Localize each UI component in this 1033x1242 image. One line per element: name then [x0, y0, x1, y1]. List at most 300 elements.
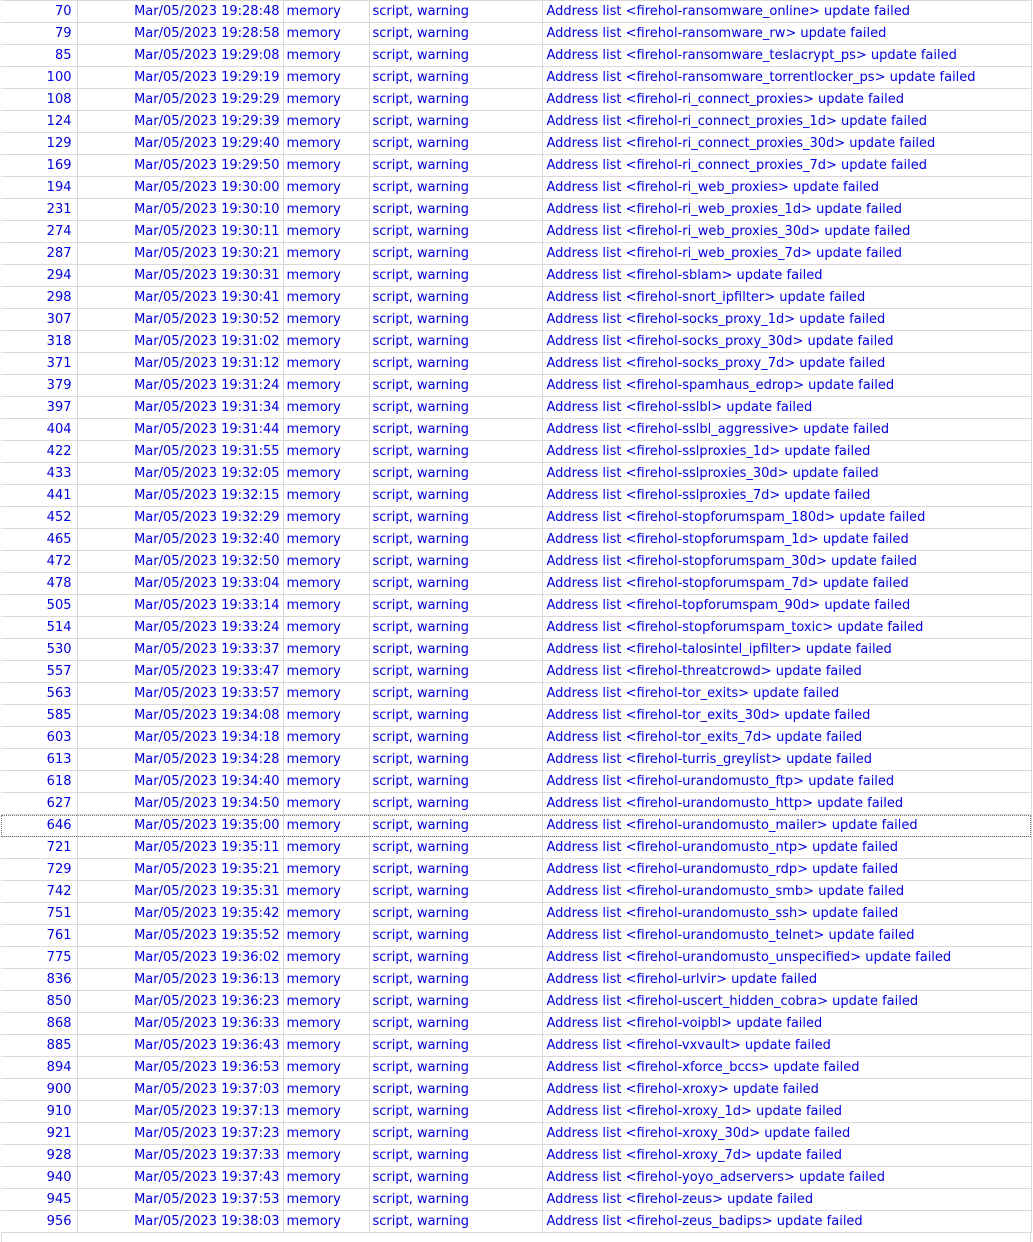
- log-buffer-cell: memory: [283, 419, 369, 441]
- log-buffer-cell: memory: [283, 1123, 369, 1145]
- log-buffer-cell: memory: [283, 705, 369, 727]
- log-row[interactable]: [1, 551, 1031, 573]
- log-id-cell: 868: [1, 1013, 77, 1035]
- log-time-cell: Mar/05/2023 19:36:33: [77, 1013, 283, 1035]
- log-buffer-cell: memory: [283, 793, 369, 815]
- log-id-cell: 452: [1, 507, 77, 529]
- log-id-cell: 751: [1, 903, 77, 925]
- log-row[interactable]: [1, 199, 1031, 221]
- log-buffer-cell: memory: [283, 1211, 369, 1233]
- log-buffer-cell: memory: [283, 155, 369, 177]
- log-id-cell: 478: [1, 573, 77, 595]
- log-message-cell: Address list <firehol-urandomusto_ntp> update failed: [542, 837, 1031, 859]
- log-message-cell: Address list <firehol-urandomusto_smb> update failed: [542, 881, 1031, 903]
- log-row[interactable]: [1, 771, 1031, 793]
- log-message-cell: Address list <firehol-xroxy_30d> update failed: [542, 1123, 1031, 1145]
- log-message-cell: Address list <firehol-sblam> update failed: [542, 265, 1031, 287]
- log-id-cell: 274: [1, 221, 77, 243]
- log-buffer-cell: memory: [283, 23, 369, 45]
- log-row[interactable]: [1, 45, 1031, 67]
- log-message-cell: Address list <firehol-stopforumspam_toxic> update failed: [542, 617, 1031, 639]
- log-buffer-cell: memory: [283, 1167, 369, 1189]
- log-topics-cell: script, warning: [369, 947, 542, 969]
- log-message-cell: Address list <firehol-voipbl> update failed: [542, 1013, 1031, 1035]
- log-id-cell: 603: [1, 727, 77, 749]
- log-id-cell: 108: [1, 89, 77, 111]
- log-message-cell: Address list <firehol-ri_connect_proxies> update failed: [542, 89, 1031, 111]
- log-time-cell: Mar/05/2023 19:30:21: [77, 243, 283, 265]
- log-topics-cell: script, warning: [369, 507, 542, 529]
- log-message-cell: Address list <firehol-socks_proxy_1d> update failed: [542, 309, 1031, 331]
- log-id-cell: 294: [1, 265, 77, 287]
- log-time-cell: Mar/05/2023 19:35:42: [77, 903, 283, 925]
- log-buffer-cell: memory: [283, 45, 369, 67]
- log-id-cell: 505: [1, 595, 77, 617]
- log-row[interactable]: [1, 617, 1031, 639]
- log-time-cell: Mar/05/2023 19:34:50: [77, 793, 283, 815]
- log-row[interactable]: [1, 573, 1031, 595]
- log-time-cell: Mar/05/2023 19:30:52: [77, 309, 283, 331]
- log-row[interactable]: [1, 23, 1031, 45]
- log-id-cell: 169: [1, 155, 77, 177]
- log-message-cell: Address list <firehol-tor_exits> update failed: [542, 683, 1031, 705]
- log-buffer-cell: memory: [283, 661, 369, 683]
- log-time-cell: Mar/05/2023 19:29:50: [77, 155, 283, 177]
- log-buffer-cell: memory: [283, 375, 369, 397]
- log-topics-cell: script, warning: [369, 221, 542, 243]
- log-time-cell: Mar/05/2023 19:33:24: [77, 617, 283, 639]
- log-id-cell: 956: [1, 1211, 77, 1233]
- log-buffer-cell: memory: [283, 265, 369, 287]
- log-topics-cell: script, warning: [369, 155, 542, 177]
- log-buffer-cell: memory: [283, 859, 369, 881]
- log-buffer-cell: memory: [283, 1079, 369, 1101]
- log-topics-cell: script, warning: [369, 705, 542, 727]
- log-id-cell: 465: [1, 529, 77, 551]
- log-row[interactable]: [1, 705, 1031, 727]
- log-topics-cell: script, warning: [369, 67, 542, 89]
- log-buffer-cell: memory: [283, 815, 369, 837]
- log-row[interactable]: [1, 441, 1031, 463]
- log-time-cell: Mar/05/2023 19:29:39: [77, 111, 283, 133]
- log-time-cell: Mar/05/2023 19:31:12: [77, 353, 283, 375]
- log-row[interactable]: [1, 1123, 1031, 1145]
- log-time-cell: Mar/05/2023 19:34:18: [77, 727, 283, 749]
- log-time-cell: Mar/05/2023 19:29:29: [77, 89, 283, 111]
- log-topics-cell: script, warning: [369, 529, 542, 551]
- log-time-cell: Mar/05/2023 19:34:08: [77, 705, 283, 727]
- log-topics-cell: script, warning: [369, 375, 542, 397]
- log-time-cell: Mar/05/2023 19:35:31: [77, 881, 283, 903]
- log-topics-cell: script, warning: [369, 309, 542, 331]
- log-row[interactable]: [1, 221, 1031, 243]
- log-row[interactable]: [1, 463, 1031, 485]
- log-buffer-cell: memory: [283, 903, 369, 925]
- log-buffer-cell: memory: [283, 243, 369, 265]
- log-id-cell: 775: [1, 947, 77, 969]
- log-id-cell: 940: [1, 1167, 77, 1189]
- log-message-cell: Address list <firehol-stopforumspam_7d> update failed: [542, 573, 1031, 595]
- log-row[interactable]: [1, 529, 1031, 551]
- log-id-cell: 70: [1, 1, 77, 23]
- log-id-cell: 298: [1, 287, 77, 309]
- log-buffer-cell: memory: [283, 969, 369, 991]
- log-buffer-cell: memory: [283, 881, 369, 903]
- log-buffer-cell: memory: [283, 353, 369, 375]
- log-buffer-cell: memory: [283, 837, 369, 859]
- log-topics-cell: script, warning: [369, 331, 542, 353]
- log-row[interactable]: [1, 1167, 1031, 1189]
- log-buffer-cell: memory: [283, 1035, 369, 1057]
- log-row[interactable]: [1, 1101, 1031, 1123]
- log-buffer-cell: memory: [283, 991, 369, 1013]
- log-buffer-cell: memory: [283, 507, 369, 529]
- log-buffer-cell: memory: [283, 463, 369, 485]
- log-buffer-cell: memory: [283, 177, 369, 199]
- log-topics-cell: script, warning: [369, 133, 542, 155]
- log-row[interactable]: [1, 1, 1031, 23]
- log-time-cell: Mar/05/2023 19:30:10: [77, 199, 283, 221]
- log-time-cell: Mar/05/2023 19:36:02: [77, 947, 283, 969]
- log-topics-cell: script, warning: [369, 1167, 542, 1189]
- log-id-cell: 613: [1, 749, 77, 771]
- log-time-cell: Mar/05/2023 19:30:00: [77, 177, 283, 199]
- log-topics-cell: script, warning: [369, 199, 542, 221]
- log-row[interactable]: [1, 969, 1031, 991]
- log-message-cell: Address list <firehol-ri_web_proxies_7d> update failed: [542, 243, 1031, 265]
- log-message-cell: Address list <firehol-sslproxies_7d> update failed: [542, 485, 1031, 507]
- log-time-cell: Mar/05/2023 19:33:57: [77, 683, 283, 705]
- log-buffer-cell: memory: [283, 1145, 369, 1167]
- log-id-cell: 721: [1, 837, 77, 859]
- log-time-cell: Mar/05/2023 19:34:40: [77, 771, 283, 793]
- log-topics-cell: script, warning: [369, 111, 542, 133]
- log-row[interactable]: [1, 287, 1031, 309]
- log-topics-cell: script, warning: [369, 243, 542, 265]
- log-message-cell: Address list <firehol-stopforumspam_30d> update failed: [542, 551, 1031, 573]
- log-time-cell: Mar/05/2023 19:36:43: [77, 1035, 283, 1057]
- log-topics-cell: script, warning: [369, 771, 542, 793]
- log-buffer-cell: memory: [283, 331, 369, 353]
- log-topics-cell: script, warning: [369, 925, 542, 947]
- log-id-cell: 627: [1, 793, 77, 815]
- log-message-cell: Address list <firehol-xroxy_1d> update failed: [542, 1101, 1031, 1123]
- log-buffer-cell: memory: [283, 529, 369, 551]
- log-message-cell: Address list <firehol-sslproxies_1d> update failed: [542, 441, 1031, 463]
- log-time-cell: Mar/05/2023 19:33:04: [77, 573, 283, 595]
- log-time-cell: Mar/05/2023 19:33:47: [77, 661, 283, 683]
- log-row[interactable]: [1, 793, 1031, 815]
- log-message-cell: Address list <firehol-ri_web_proxies_30d> update failed: [542, 221, 1031, 243]
- log-id-cell: 472: [1, 551, 77, 573]
- log-id-cell: 85: [1, 45, 77, 67]
- log-id-cell: 563: [1, 683, 77, 705]
- log-row[interactable]: [1, 903, 1031, 925]
- log-id-cell: 836: [1, 969, 77, 991]
- log-message-cell: Address list <firehol-talosintel_ipfilter> update failed: [542, 639, 1031, 661]
- log-row[interactable]: [1, 683, 1031, 705]
- log-time-cell: Mar/05/2023 19:36:13: [77, 969, 283, 991]
- log-message-cell: Address list <firehol-snort_ipfilter> update failed: [542, 287, 1031, 309]
- log-message-cell: Address list <firehol-ri_connect_proxies_7d> update failed: [542, 155, 1031, 177]
- log-row[interactable]: [1, 859, 1031, 881]
- log-time-cell: Mar/05/2023 19:36:23: [77, 991, 283, 1013]
- log-message-cell: Address list <firehol-topforumspam_90d> update failed: [542, 595, 1031, 617]
- log-row[interactable]: [1, 815, 1031, 837]
- log-topics-cell: script, warning: [369, 1057, 542, 1079]
- log-row[interactable]: [1, 925, 1031, 947]
- log-message-cell: Address list <firehol-stopforumspam_1d> update failed: [542, 529, 1031, 551]
- log-table-body: [1, 1, 1031, 1233]
- log-id-cell: 100: [1, 67, 77, 89]
- log-topics-cell: script, warning: [369, 903, 542, 925]
- log-message-cell: Address list <firehol-stopforumspam_180d> update failed: [542, 507, 1031, 529]
- log-message-cell: Address list <firehol-socks_proxy_7d> update failed: [542, 353, 1031, 375]
- log-time-cell: Mar/05/2023 19:32:05: [77, 463, 283, 485]
- log-message-cell: Address list <firehol-uscert_hidden_cobra> update failed: [542, 991, 1031, 1013]
- log-topics-cell: script, warning: [369, 881, 542, 903]
- log-buffer-cell: memory: [283, 1101, 369, 1123]
- log-topics-cell: script, warning: [369, 1145, 542, 1167]
- log-buffer-cell: memory: [283, 199, 369, 221]
- log-time-cell: Mar/05/2023 19:30:11: [77, 221, 283, 243]
- log-message-cell: Address list <firehol-tor_exits_7d> update failed: [542, 727, 1031, 749]
- log-row[interactable]: [1, 749, 1031, 771]
- log-row[interactable]: [1, 991, 1031, 1013]
- log-id-cell: 618: [1, 771, 77, 793]
- log-id-cell: 761: [1, 925, 77, 947]
- log-message-cell: Address list <firehol-ransomware_teslacrypt_ps> update failed: [542, 45, 1031, 67]
- log-topics-cell: script, warning: [369, 815, 542, 837]
- log-time-cell: Mar/05/2023 19:34:28: [77, 749, 283, 771]
- log-buffer-cell: memory: [283, 89, 369, 111]
- log-id-cell: 441: [1, 485, 77, 507]
- log-buffer-cell: memory: [283, 1189, 369, 1211]
- log-topics-cell: script, warning: [369, 595, 542, 617]
- log-row[interactable]: [1, 89, 1031, 111]
- log-id-cell: 231: [1, 199, 77, 221]
- log-row[interactable]: [1, 419, 1031, 441]
- log-buffer-cell: memory: [283, 749, 369, 771]
- log-id-cell: 742: [1, 881, 77, 903]
- log-id-cell: 307: [1, 309, 77, 331]
- log-id-cell: 433: [1, 463, 77, 485]
- log-id-cell: 585: [1, 705, 77, 727]
- log-topics-cell: script, warning: [369, 859, 542, 881]
- log-message-cell: Address list <firehol-sslbl_aggressive> update failed: [542, 419, 1031, 441]
- log-id-cell: 910: [1, 1101, 77, 1123]
- log-row[interactable]: [1, 595, 1031, 617]
- log-row[interactable]: [1, 1189, 1031, 1211]
- log-id-cell: 885: [1, 1035, 77, 1057]
- log-time-cell: Mar/05/2023 19:32:15: [77, 485, 283, 507]
- log-message-cell: Address list <firehol-urandomusto_mailer> update failed: [542, 815, 1031, 837]
- log-topics-cell: script, warning: [369, 749, 542, 771]
- log-time-cell: Mar/05/2023 19:28:58: [77, 23, 283, 45]
- log-row[interactable]: [1, 67, 1031, 89]
- log-message-cell: Address list <firehol-yoyo_adservers> update failed: [542, 1167, 1031, 1189]
- log-id-cell: 921: [1, 1123, 77, 1145]
- log-time-cell: Mar/05/2023 19:28:48: [77, 1, 283, 23]
- log-time-cell: Mar/05/2023 19:37:13: [77, 1101, 283, 1123]
- log-id-cell: 371: [1, 353, 77, 375]
- log-message-cell: Address list <firehol-urandomusto_ftp> update failed: [542, 771, 1031, 793]
- log-id-cell: 514: [1, 617, 77, 639]
- log-row[interactable]: [1, 727, 1031, 749]
- log-id-cell: 194: [1, 177, 77, 199]
- log-message-cell: Address list <firehol-threatcrowd> update failed: [542, 661, 1031, 683]
- log-message-cell: Address list <firehol-xroxy_7d> update failed: [542, 1145, 1031, 1167]
- log-time-cell: Mar/05/2023 19:31:24: [77, 375, 283, 397]
- log-row[interactable]: [1, 1013, 1031, 1035]
- log-buffer-cell: memory: [283, 947, 369, 969]
- log-id-cell: 287: [1, 243, 77, 265]
- log-message-cell: Address list <firehol-socks_proxy_30d> update failed: [542, 331, 1031, 353]
- log-message-cell: Address list <firehol-tor_exits_30d> update failed: [542, 705, 1031, 727]
- log-row[interactable]: [1, 265, 1031, 287]
- log-time-cell: Mar/05/2023 19:29:40: [77, 133, 283, 155]
- log-message-cell: Address list <firehol-spamhaus_edrop> update failed: [542, 375, 1031, 397]
- log-time-cell: Mar/05/2023 19:37:03: [77, 1079, 283, 1101]
- log-row[interactable]: [1, 331, 1031, 353]
- log-id-cell: 894: [1, 1057, 77, 1079]
- log-buffer-cell: memory: [283, 309, 369, 331]
- log-row[interactable]: [1, 397, 1031, 419]
- log-id-cell: 404: [1, 419, 77, 441]
- log-buffer-cell: memory: [283, 683, 369, 705]
- log-time-cell: Mar/05/2023 19:30:41: [77, 287, 283, 309]
- log-topics-cell: script, warning: [369, 1211, 542, 1233]
- log-buffer-cell: memory: [283, 221, 369, 243]
- log-message-cell: Address list <firehol-sslproxies_30d> update failed: [542, 463, 1031, 485]
- log-time-cell: Mar/05/2023 19:31:34: [77, 397, 283, 419]
- log-row[interactable]: [1, 947, 1031, 969]
- log-buffer-cell: memory: [283, 1057, 369, 1079]
- log-row[interactable]: [1, 243, 1031, 265]
- log-topics-cell: script, warning: [369, 419, 542, 441]
- log-row[interactable]: [1, 133, 1031, 155]
- log-topics-cell: script, warning: [369, 1, 542, 23]
- log-row[interactable]: [1, 661, 1031, 683]
- log-time-cell: Mar/05/2023 19:31:55: [77, 441, 283, 463]
- log-topics-cell: script, warning: [369, 287, 542, 309]
- log-row[interactable]: [1, 309, 1031, 331]
- log-topics-cell: script, warning: [369, 991, 542, 1013]
- log-message-cell: Address list <firehol-urandomusto_http> update failed: [542, 793, 1031, 815]
- log-topics-cell: script, warning: [369, 463, 542, 485]
- log-row[interactable]: [1, 1211, 1031, 1233]
- log-row[interactable]: [1, 1035, 1031, 1057]
- log-id-cell: 900: [1, 1079, 77, 1101]
- log-id-cell: 928: [1, 1145, 77, 1167]
- log-row[interactable]: [1, 1145, 1031, 1167]
- log-row[interactable]: [1, 507, 1031, 529]
- log-message-cell: Address list <firehol-ri_web_proxies> update failed: [542, 177, 1031, 199]
- log-time-cell: Mar/05/2023 19:37:23: [77, 1123, 283, 1145]
- log-id-cell: 729: [1, 859, 77, 881]
- log-time-cell: Mar/05/2023 19:29:08: [77, 45, 283, 67]
- log-id-cell: 397: [1, 397, 77, 419]
- log-time-cell: Mar/05/2023 19:33:14: [77, 595, 283, 617]
- log-buffer-cell: memory: [283, 441, 369, 463]
- log-buffer-cell: memory: [283, 1013, 369, 1035]
- log-buffer-cell: memory: [283, 639, 369, 661]
- log-topics-cell: script, warning: [369, 793, 542, 815]
- log-topics-cell: script, warning: [369, 551, 542, 573]
- log-id-cell: 124: [1, 111, 77, 133]
- log-row[interactable]: [1, 155, 1031, 177]
- log-id-cell: 646: [1, 815, 77, 837]
- log-row[interactable]: [1, 639, 1031, 661]
- log-row[interactable]: [1, 881, 1031, 903]
- log-topics-cell: script, warning: [369, 573, 542, 595]
- log-topics-cell: script, warning: [369, 1013, 542, 1035]
- log-row[interactable]: [1, 177, 1031, 199]
- log-message-cell: Address list <firehol-zeus_badips> update failed: [542, 1211, 1031, 1233]
- log-topics-cell: script, warning: [369, 265, 542, 287]
- log-topics-cell: script, warning: [369, 1079, 542, 1101]
- log-message-cell: Address list <firehol-sslbl> update failed: [542, 397, 1031, 419]
- log-topics-cell: script, warning: [369, 45, 542, 67]
- log-buffer-cell: memory: [283, 1, 369, 23]
- log-buffer-cell: memory: [283, 573, 369, 595]
- log-time-cell: Mar/05/2023 19:35:11: [77, 837, 283, 859]
- log-time-cell: Mar/05/2023 19:32:40: [77, 529, 283, 551]
- log-time-cell: Mar/05/2023 19:38:03: [77, 1211, 283, 1233]
- log-message-cell: Address list <firehol-ri_connect_proxies_30d> update failed: [542, 133, 1031, 155]
- log-row[interactable]: [1, 111, 1031, 133]
- log-topics-cell: script, warning: [369, 89, 542, 111]
- log-time-cell: Mar/05/2023 19:31:44: [77, 419, 283, 441]
- log-message-cell: Address list <firehol-turris_greylist> update failed: [542, 749, 1031, 771]
- log-buffer-cell: memory: [283, 771, 369, 793]
- log-buffer-cell: memory: [283, 287, 369, 309]
- log-topics-cell: script, warning: [369, 1101, 542, 1123]
- log-table: [1, 0, 1032, 1233]
- log-buffer-cell: memory: [283, 551, 369, 573]
- log-id-cell: 850: [1, 991, 77, 1013]
- log-topics-cell: script, warning: [369, 639, 542, 661]
- log-row[interactable]: [1, 1079, 1031, 1101]
- log-message-cell: Address list <firehol-ri_web_proxies_1d> update failed: [542, 199, 1031, 221]
- log-time-cell: Mar/05/2023 19:37:53: [77, 1189, 283, 1211]
- log-buffer-cell: memory: [283, 727, 369, 749]
- log-message-cell: Address list <firehol-urlvir> update failed: [542, 969, 1031, 991]
- log-time-cell: Mar/05/2023 19:36:53: [77, 1057, 283, 1079]
- log-id-cell: 318: [1, 331, 77, 353]
- log-message-cell: Address list <firehol-ransomware_online> update failed: [542, 1, 1031, 23]
- log-buffer-cell: memory: [283, 925, 369, 947]
- log-time-cell: Mar/05/2023 19:35:00: [77, 815, 283, 837]
- log-message-cell: Address list <firehol-vxvault> update failed: [542, 1035, 1031, 1057]
- log-id-cell: 557: [1, 661, 77, 683]
- log-buffer-cell: memory: [283, 397, 369, 419]
- log-topics-cell: script, warning: [369, 683, 542, 705]
- log-row[interactable]: [1, 837, 1031, 859]
- log-message-cell: Address list <firehol-zeus> update failed: [542, 1189, 1031, 1211]
- log-row[interactable]: [1, 1057, 1031, 1079]
- log-topics-cell: script, warning: [369, 441, 542, 463]
- log-topics-cell: script, warning: [369, 1035, 542, 1057]
- log-row[interactable]: [1, 375, 1031, 397]
- log-row[interactable]: [1, 485, 1031, 507]
- log-time-cell: Mar/05/2023 19:35:21: [77, 859, 283, 881]
- log-message-cell: Address list <firehol-urandomusto_rdp> update failed: [542, 859, 1031, 881]
- log-row[interactable]: [1, 353, 1031, 375]
- log-topics-cell: script, warning: [369, 397, 542, 419]
- log-time-cell: Mar/05/2023 19:30:31: [77, 265, 283, 287]
- log-topics-cell: script, warning: [369, 23, 542, 45]
